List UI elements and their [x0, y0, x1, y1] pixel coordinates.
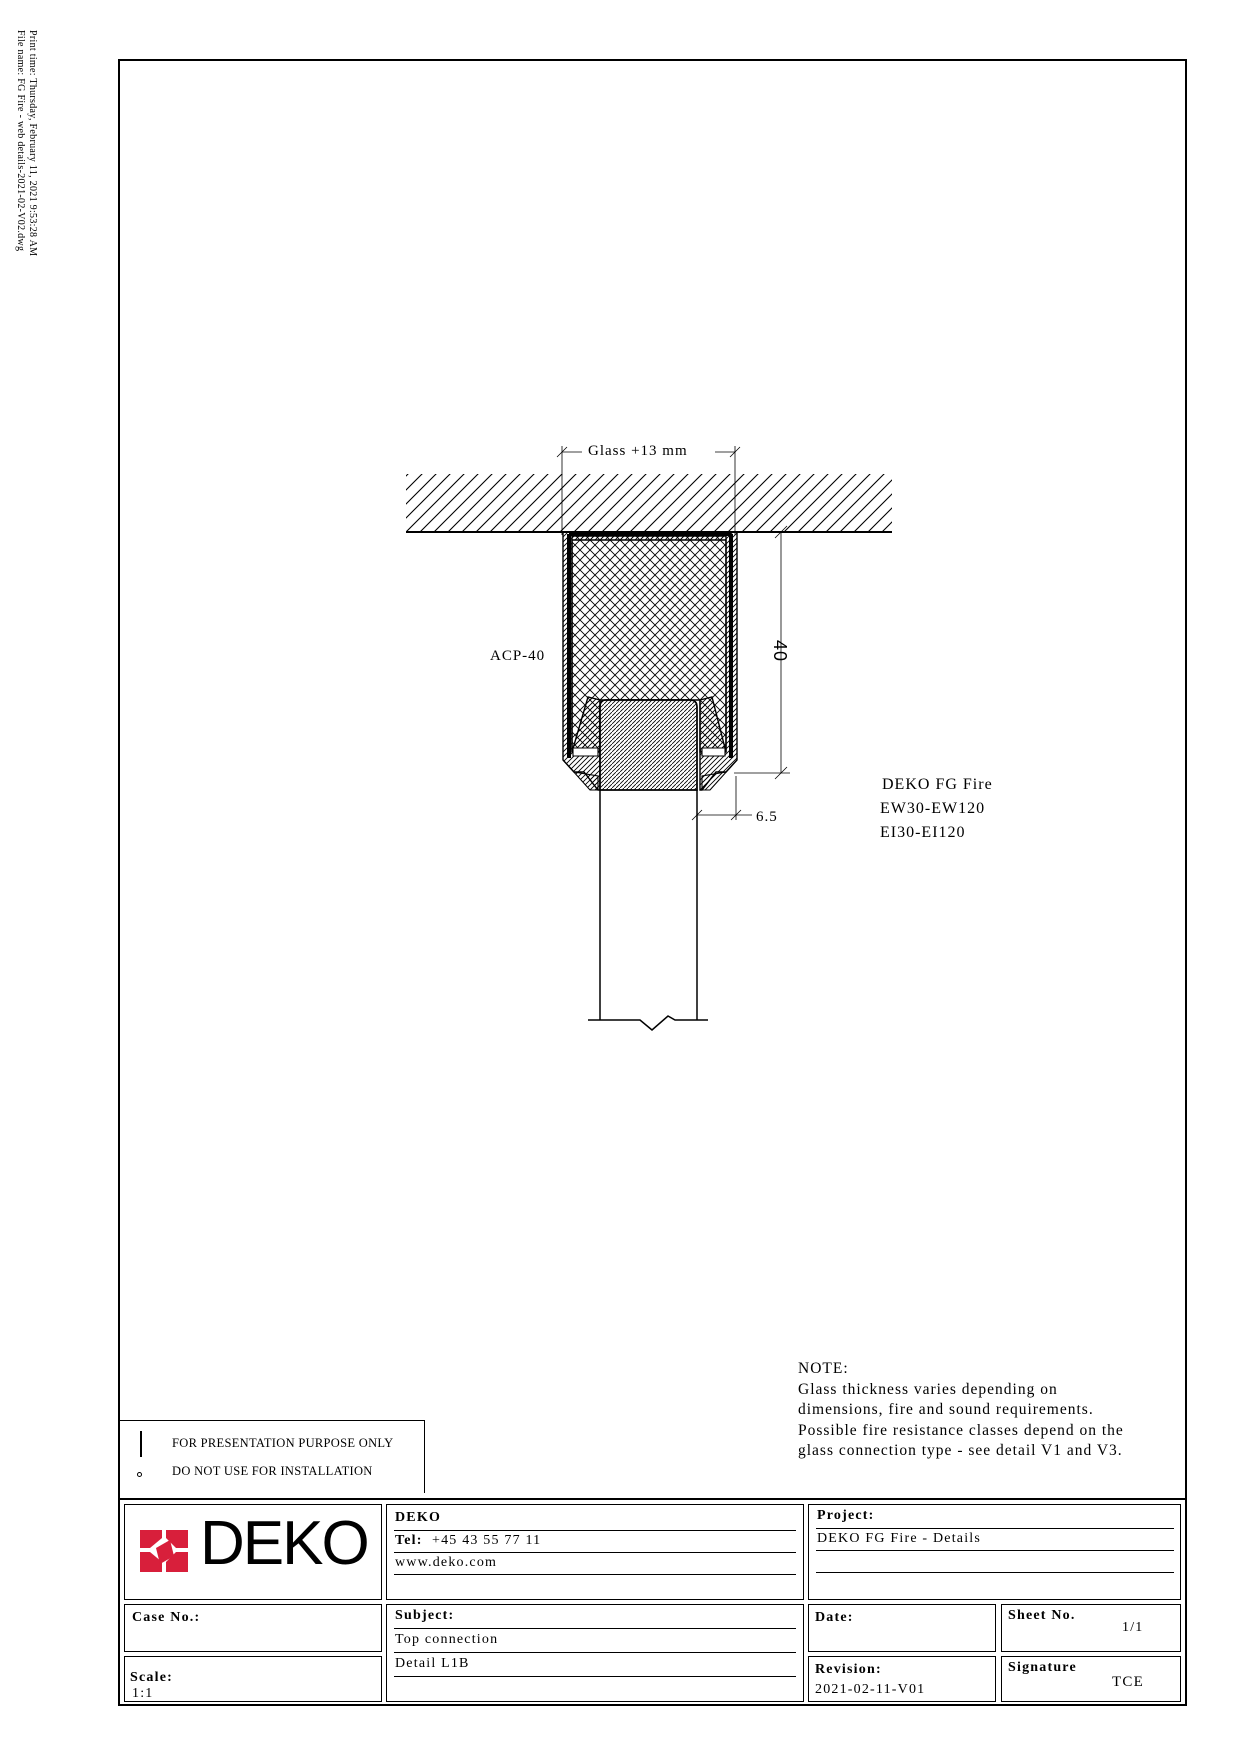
rule: [394, 1628, 796, 1629]
project-value: DEKO FG Fire - Details: [817, 1531, 982, 1546]
product-name: DEKO FG Fire: [882, 776, 993, 793]
sheet-value: 1/1: [1122, 1620, 1144, 1635]
rule: [816, 1572, 1174, 1573]
scale-label: Scale:: [130, 1670, 173, 1685]
revision-label: Revision:: [815, 1662, 882, 1677]
subject-label: Subject:: [395, 1608, 455, 1623]
dim-offset-label: 6.5: [756, 809, 778, 825]
tel-label: Tel:: [395, 1533, 423, 1548]
deko-logo-text: DEKO: [200, 1509, 368, 1578]
print-time-text: Print time: Thursday, February 11, 2021 9:53:28 AM: [27, 30, 38, 257]
file-name-text: File name: FG Fire - web details-2021-02-V02.dwg: [15, 30, 26, 252]
date-label: Date:: [815, 1610, 854, 1625]
note-line: glass connection type - see detail V1 and V3.: [798, 1442, 1123, 1459]
rule: [394, 1530, 796, 1531]
company-name: DEKO: [395, 1510, 442, 1525]
warning-line-1: FOR PRESENTATION PURPOSE ONLY: [172, 1436, 394, 1450]
rule: [394, 1676, 796, 1677]
sheet-label: Sheet No.: [1008, 1608, 1076, 1623]
signature-label: Signature: [1008, 1660, 1077, 1675]
project-label: Project:: [817, 1508, 875, 1523]
dim-height-label: 40: [770, 640, 790, 663]
note-line: Glass thickness varies depending on: [798, 1380, 1058, 1398]
rule: [394, 1552, 796, 1553]
rule: [394, 1652, 796, 1653]
product-class-ei: EI30-EI120: [880, 824, 966, 841]
signature-value: TCE: [1112, 1674, 1144, 1690]
rule: [816, 1550, 1174, 1551]
subject-line-1: Top connection: [395, 1632, 499, 1647]
note-title: NOTE:: [798, 1360, 849, 1377]
dim-glass-label: Glass +13 mm: [588, 443, 688, 459]
profile-label: ACP-40: [490, 648, 546, 664]
note-line: dimensions, fire and sound requirements.: [798, 1401, 1094, 1418]
rule: [394, 1574, 796, 1575]
website-text: www.deko.com: [395, 1555, 498, 1570]
product-class-ew: EW30-EW120: [880, 800, 986, 817]
case-label: Case No.:: [132, 1610, 201, 1625]
revision-value: 2021-02-11-V01: [815, 1682, 926, 1697]
scale-value: 1:1: [132, 1686, 154, 1701]
tel-value: +45 43 55 77 11: [432, 1533, 542, 1548]
subject-line-2: Detail L1B: [395, 1656, 470, 1671]
warning-line-2: DO NOT USE FOR INSTALLATION: [172, 1464, 373, 1478]
rule: [816, 1528, 1174, 1529]
note-line: Possible fire resistance classes depend on the: [798, 1421, 1124, 1439]
